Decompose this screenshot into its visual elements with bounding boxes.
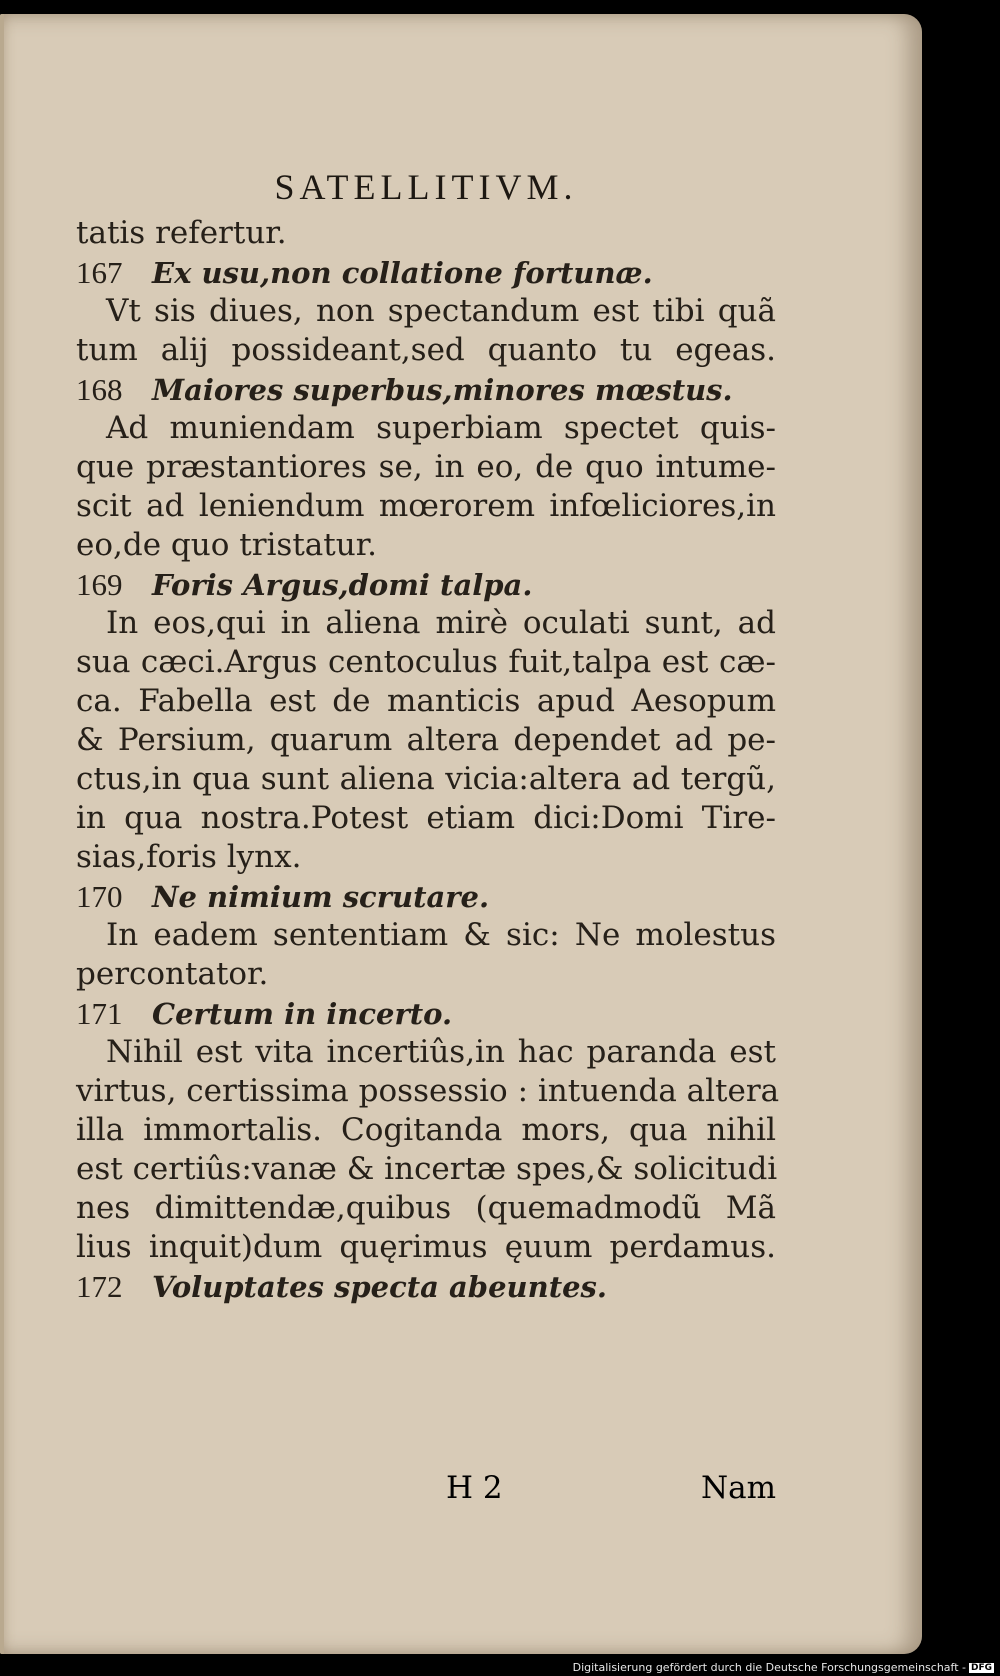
page-footer bbox=[76, 1470, 776, 1510]
page-edge bbox=[0, 14, 4, 1654]
aphorism-number: 171 bbox=[76, 996, 123, 1031]
aphorism-number: 167 bbox=[76, 255, 123, 290]
page-content bbox=[76, 214, 780, 1306]
aphorism-heading bbox=[76, 565, 776, 604]
aphorism-motto: Certum in incerto. bbox=[152, 997, 453, 1031]
aphorism-motto: Ne nimium scrutare. bbox=[152, 880, 490, 914]
digitization-credit bbox=[573, 1661, 994, 1674]
text-line: nes dimittendæ,quibus (quemadmodũ Mã bbox=[76, 1190, 776, 1226]
text-line: scit ad leniendum mœrorem infœliciores,in bbox=[76, 488, 776, 524]
aphorism-motto: Voluptates specta abeuntes. bbox=[152, 1270, 607, 1304]
aphorism-motto: Maiores superbus,minores mœstus. bbox=[152, 373, 733, 407]
dfg-logo-icon: DFG bbox=[970, 1663, 992, 1673]
aphorism-number: 169 bbox=[76, 567, 123, 602]
aphorism-heading bbox=[76, 370, 776, 409]
text-line: illa immortalis. Cogitanda mors, qua nihil bbox=[76, 1112, 776, 1148]
text-line: Vt sis diues, non spectandum est tibi quã bbox=[106, 293, 776, 329]
signature-mark: H 2 bbox=[446, 1470, 503, 1506]
text-line: Ad muniendam superbiam spectet quis- bbox=[106, 410, 776, 446]
text-line: ca. Fabella est de manticis apud Aesopum bbox=[76, 683, 776, 719]
text-line: sias,foris lynx. bbox=[76, 839, 302, 875]
credit-text: Digitalisierung gefördert durch die Deutsche Forschungsgemeinschaft - bbox=[572, 1661, 966, 1674]
text-line: percontator. bbox=[76, 956, 269, 992]
text-line: que præstantiores se, in eo, de quo intume- bbox=[76, 449, 776, 485]
aphorism-heading bbox=[76, 877, 776, 916]
aphorism-motto: Ex usu,non collatione fortunæ. bbox=[152, 256, 653, 290]
text-line: In eos,qui in aliena mirè oculati sunt, ad bbox=[106, 605, 776, 641]
catchword: Nam bbox=[700, 1470, 776, 1506]
text-line: tatis refertur. bbox=[76, 215, 287, 251]
aphorism-heading bbox=[76, 994, 776, 1033]
text-line: sua cæci.Argus centoculus fuit,talpa est cæ- bbox=[76, 644, 776, 680]
aphorism-number: 168 bbox=[76, 372, 123, 407]
text-line: virtus, certissima possessio : intuenda altera bbox=[76, 1073, 780, 1109]
text-line: lius inquit)dum quęrimus ęuum perdamus. bbox=[76, 1229, 776, 1265]
text-line: Nihil est vita incertiûs,in hac paranda est bbox=[106, 1034, 776, 1070]
text-line: tum alij possideant,sed quanto tu egeas. bbox=[76, 332, 776, 368]
text-block bbox=[76, 166, 780, 1306]
text-line: In eadem sententiam & sic: Ne molestus bbox=[106, 917, 776, 953]
text-line: est certiûs:vanæ & incertæ spes,& solicitudi bbox=[76, 1151, 778, 1187]
aphorism-heading bbox=[76, 1267, 776, 1306]
running-head: SATELLITIVM. bbox=[274, 167, 578, 207]
aphorism-number: 170 bbox=[76, 879, 123, 914]
text-line: eo,de quo tristatur. bbox=[76, 527, 377, 563]
aphorism-motto: Foris Argus,domi talpa. bbox=[152, 568, 533, 602]
text-line: ctus,in qua sunt aliena vicia:altera ad tergũ, bbox=[76, 761, 776, 797]
aphorism-heading bbox=[76, 253, 776, 292]
book-page bbox=[0, 14, 922, 1654]
aphorism-number: 172 bbox=[76, 1269, 123, 1304]
text-line: & Persium, quarum altera dependet ad pe- bbox=[76, 722, 776, 758]
text-line: in qua nostra.Potest etiam dici:Domi Tire- bbox=[76, 800, 776, 836]
